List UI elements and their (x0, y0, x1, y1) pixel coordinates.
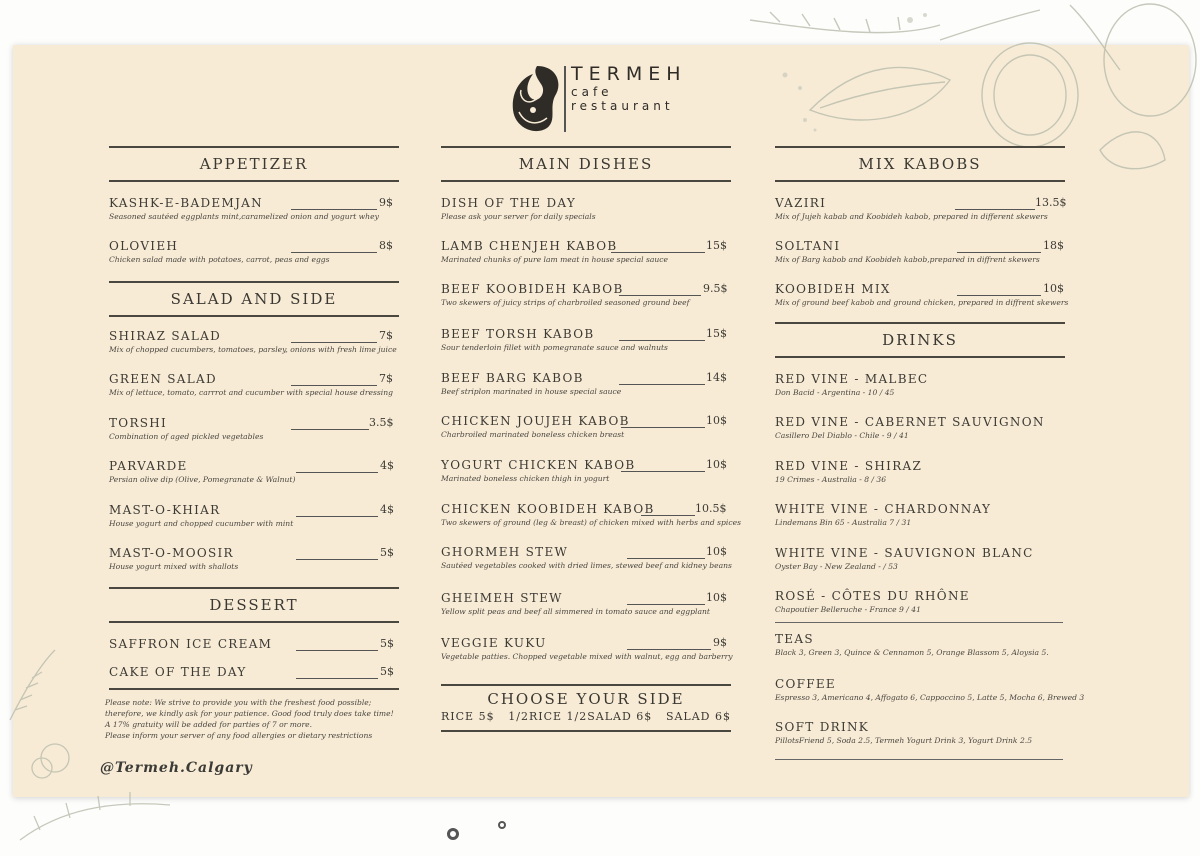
side-options (441, 710, 731, 723)
side-divider (441, 730, 731, 732)
section-title: DESSERT (109, 587, 399, 623)
decor-dot (447, 828, 459, 840)
side-option-half: 1/2RICE 1/2SALAD 6$ (508, 710, 653, 723)
policy-note: Please note: We strive to provide you with the freshest food possible; therefore, we kindly ask for your patience. Good food truly does take time! A 17% gratuity will be added for parties of 7 or more. Please inform your server of any food allergies or dietary restrictions (105, 698, 394, 740)
main-dishes-section: MAIN DISHES DISH OF THE DAY Please ask your server for daily specials LAMB CHENJEH KABOB 15$ Marinated chunks of pure lam meat in house special sauce BEEF KOOBIDEH KABOB 9.5$ Two skewers of juicy strips of charbroiled seasoned ground beef BEEF TORSH KABOB 15$ Sour tenderloin fillet with pomegranate sauce and walnuts BEEF BARG KABOB 14$ Beef striplon marinated in house special sauce CHICKEN JOUJEH KABOB 10$ Charbroiled marinated boneless chicken breast YOGURT CHICKEN KABOB 10$ Marinated boneless chicken thigh in yogurt CHICKEN KOOBIDEH KABOB 10.5$ Two skewers of ground (leg & breast) of chicken mixed with herbs and spices GHORMEH STEW 10$ Sautéed vegetables cooked with dried limes, stewed beef and kidney beans GHEIMEH STEW 10$ Yellow split peas and beef all simmered in tomato sauce and eggplant VEGGIE KUKU 9$ Vegetable patties. Chopped vegetable mixed with walnut, egg and barberry (441, 146, 731, 676)
section-title: MAIN DISHES (441, 146, 731, 182)
side-option-rice: RICE 5$ (441, 710, 495, 723)
brand-name: TERMEH (571, 63, 687, 85)
logo-divider (564, 66, 566, 132)
drinks-section: DRINKS RED VINE - MALBEC Don Bacid - Argentina - 10 / 45 RED VINE - CABERNET SAUVIGNON Casillero Del Diablo - Chile - 9 / 41 RED VINE - SHIRAZ 19 Crimes - Australia - 8 / 36 WHITE VINE - CHARDONNAY Lindemans Bin 65 - Australia 7 / 31 WHITE VINE - SAUVIGNON BLANC Oyster Bay - New Zealand - / 53 ROSÉ - CÔTES DU RHÔNE Chapoutier Belleruche - France 9 / 41 TEAS Black 3, Green 3, Quince & Cennamon 5, Orange Blassom 5, Aloysia 5. COFFEE Espresso 3, Americano 4, Affogato 6, Cappoccino 5, Latte 5, Mocha 6, Brewed 3 SOFT DRINK PillotsFriend 5, Soda 2.5, Termeh Yogurt Drink 3, Yogurt Drink 2.5 (775, 322, 1065, 762)
section-title: MIX KABOBS (775, 146, 1065, 182)
side-section-title: CHOOSE YOUR SIDE (441, 684, 731, 708)
menu-item: OLOVIEH 8$ Chicken salad made with potatoes, carrot, peas and eggs (109, 239, 393, 264)
section-title: SALAD AND SIDE (109, 281, 399, 317)
salad-section: SALAD AND SIDE SHIRAZ SALAD 7$ Mix of chopped cucumbers, tomatoes, parsley, onions with fresh lime juice GREEN SALAD 7$ Mix of lettuce, tomato, carrrot and cucumber with special house dressing TORSHI 3.5$ Combination of aged pickled vegetables PARVARDE 4$ Persian olive dip (Olive, Pomegranate & Walnut) MAST-O-KHIAR 4$ House yogurt and chopped cucumber with mint MAST-O-MOOSIR 5$ House yogurt mixed with shallots (109, 281, 399, 581)
brand-subtitle-restaurant: restaurant (571, 99, 674, 113)
brand-block (571, 63, 687, 113)
menu-item: KASHK-E-BADEMJAN 9$ Seasoned sautéed eggplants mint,caramelized onion and yogurt whey (109, 196, 393, 221)
side-option-salad: SALAD 6$ (665, 710, 731, 723)
dessert-section: DESSERT SAFFRON ICE CREAM 5$ CAKE OF THE DAY 5$ (109, 587, 399, 692)
section-title: APPETIZER (109, 146, 399, 182)
brand-subtitle-cafe: cafe (571, 85, 613, 99)
decor-dot (498, 821, 506, 829)
social-handle: @Termeh.Calgary (100, 760, 253, 776)
mix-kabobs-section: MIX KABOBS VAZIRI 13.5$ Mix of Jujeh kabab and Koobideh kabob, prepared in different skewers SOLTANI 18$ Mix of Barg kabob and Koobideh kabob,prepared in diffrent skewers KOOBIDEH MIX 10$ Mix of ground beef kabob and ground chicken, prepared in diffrent skewers (775, 146, 1065, 326)
section-title: DRINKS (775, 322, 1065, 358)
appetizer-section (109, 146, 399, 276)
